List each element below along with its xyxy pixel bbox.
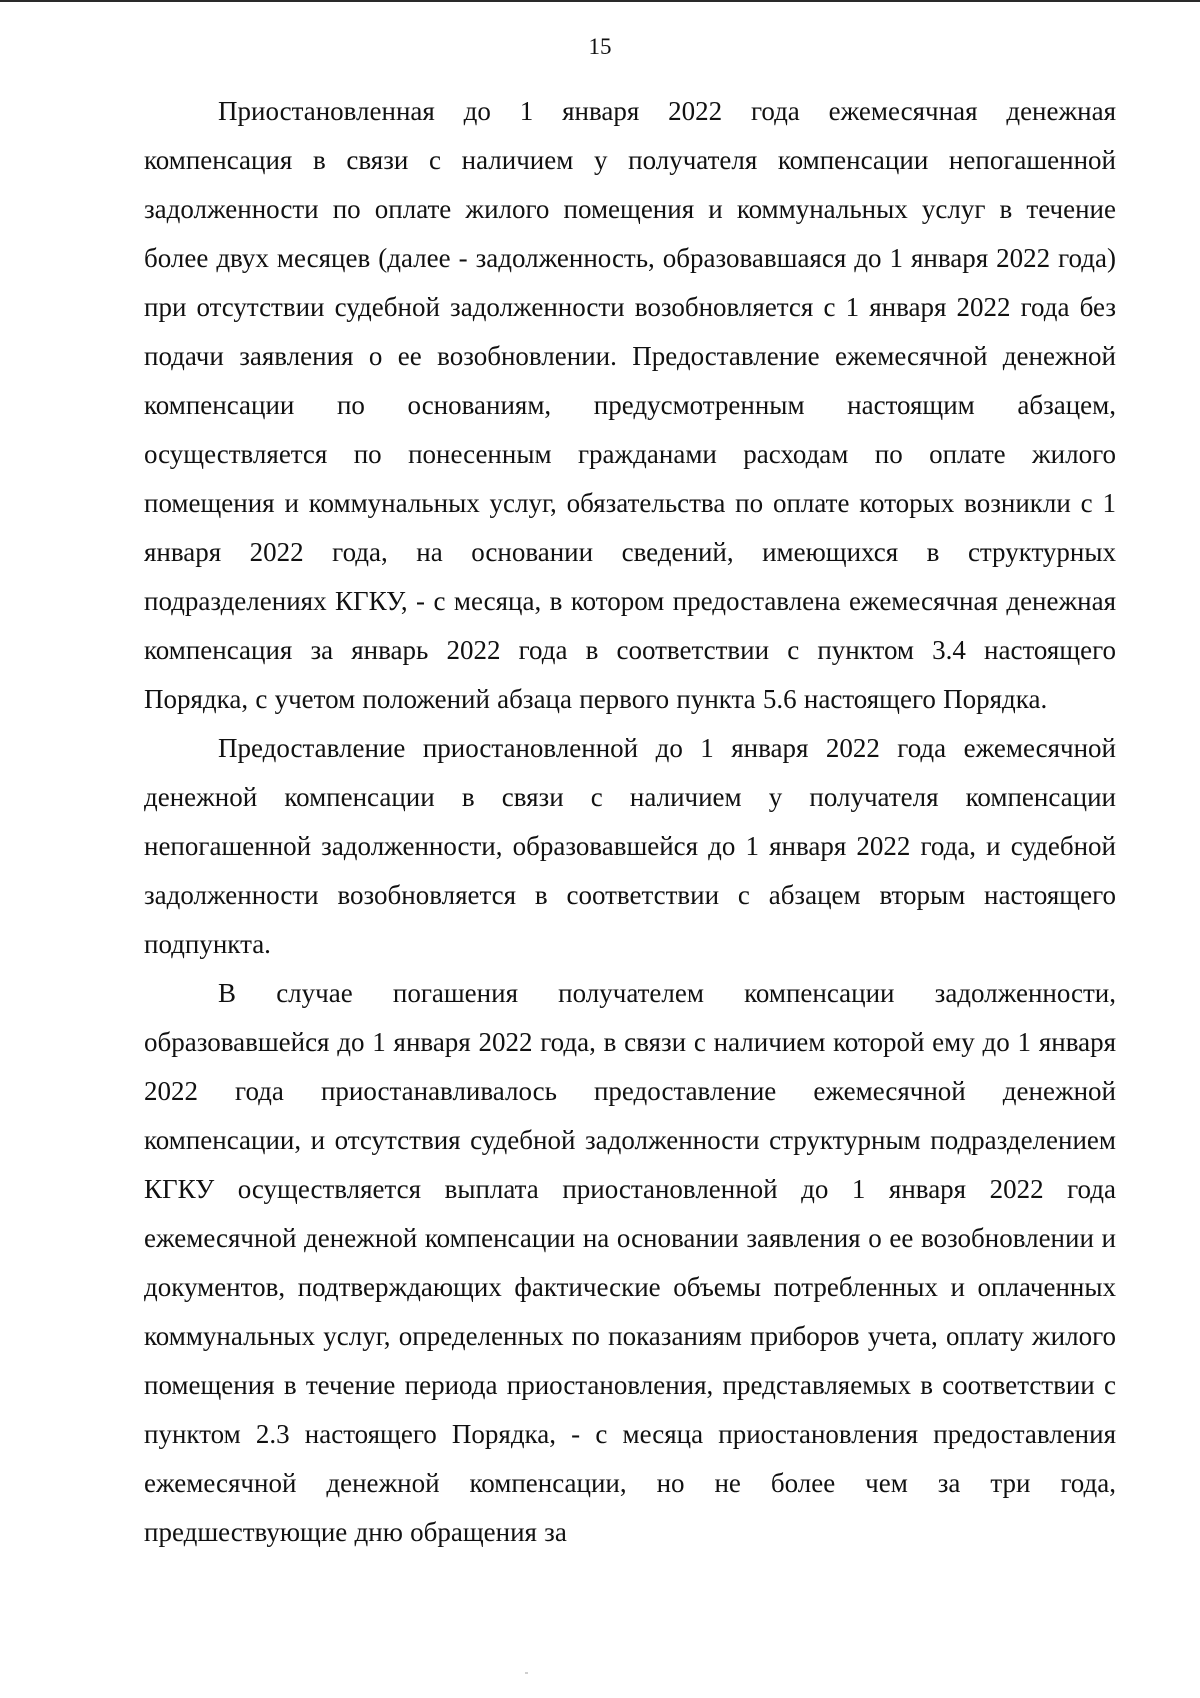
scan-top-edge (0, 0, 1200, 2)
page-number: 15 (588, 34, 612, 59)
paragraph-debt-repayment: В случае погашения получателем компенсации задолженности, образовавшейся до 1 января 2022 года, в связи с наличием которой ему до 1 января 2022 года приостанавливалось предоставление ежемесячной денежной компенсации, и отсутствия судебной задолженности структурным подразделением КГКУ осуществляется выплата приостановленной до 1 января 2022 года ежемесячной денежной компенсации на основании заявления о ее возобновлении и документов, подтверждающих фактические объемы потребленных и оплаченных коммунальных услуг, определенных по показаниям приборов учета, оплату жилого помещения в течение периода приостановления, представляемых в соответствии с пунктом 2.3 настоящего Порядка, - с месяца приостановления предоставления ежемесячной денежной компенсации, но не более чем за три года, предшествующие дню обращения за (144, 978, 1116, 1547)
scan-speck (525, 1672, 528, 1674)
paragraph-resumption-judicial-debt: Предоставление приостановленной до 1 января 2022 года ежемесячной денежной компенсации в связи с наличием у получателя компенсации непогашенной задолженности, образовавшейся до 1 января 2022 года, и судебной задолженности возобновляется в соответствии с абзацем вторым настоящего подпункта. (144, 733, 1116, 959)
paragraph-suspended-compensation: Приостановленная до 1 января 2022 года ежемесячная денежная компенсация в связи с наличием у получателя компенсации непогашенной задолженности по оплате жилого помещения и коммунальных услуг в течение более двух месяцев (далее - задолженность, образовавшаяся до 1 января 2022 года) при отсутствии судебной задолженности возобновляется с 1 января 2022 года без подачи заявления о ее возобновлении. Предоставление ежемесячной денежной компенсации по основаниям, предусмотренным настоящим абзацем, осуществляется по понесенным гражданами расходам по оплате жилого помещения и коммунальных услуг, обязательства по оплате которых возникли с 1 января 2022 года, на основании сведений, имеющихся в структурных подразделениях КГКУ, - с месяца, в котором предоставлена ежемесячная денежная компенсация за январь 2022 года в соответствии с пунктом 3.4 настоящего Порядка, с учетом положений абзаца первого пункта 5.6 настоящего Порядка. (144, 96, 1116, 714)
document-body (144, 87, 1116, 1557)
